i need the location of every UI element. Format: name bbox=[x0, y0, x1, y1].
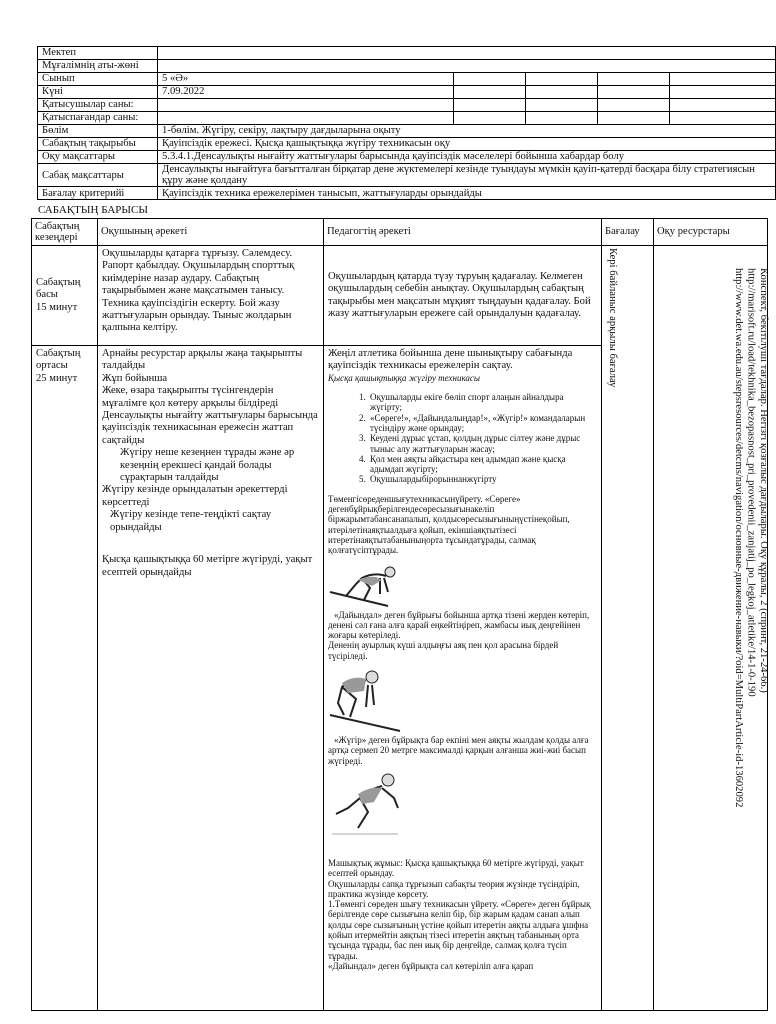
col-header-resources: Оқу ресурстары bbox=[654, 219, 768, 246]
student-actions-beginning: Оқушыларды қатарға тұрғызу. Сәлемдесу. Рапорт қабылдау. Оқушылардың спорттық киімдеріне назар аудару. Сабақтың тақырыбымен және мақсатымен танысу. Техника қауіпсіздігін ескерту. Бой жазу жаттығуларын орындау. Тыныс жолдарын қалпына келтіру. bbox=[98, 246, 324, 346]
teacher-paragraph: «Дайындал» деген бұйрығы бойынша артқа тізені жерден көтеріп, денені сәл ғана алға қарай еңкейтіңіреп, жамбасы иық деңгейінен жоғары көтеріледі. bbox=[328, 609, 590, 641]
teacher-step: 5. Оқушылардыбірорыннанжүгірту bbox=[368, 474, 597, 484]
student-line: Денсаулықты нығайту жаттығулары барысында қауіпсіздік техникасынан ережесін жаттап сақтайды bbox=[102, 410, 318, 446]
header-row-teacher bbox=[38, 60, 776, 73]
header-row-class bbox=[38, 73, 776, 86]
section-label: Бөлім bbox=[38, 125, 158, 138]
set-position-figure bbox=[328, 663, 402, 733]
header-row-lesson-objectives bbox=[38, 164, 776, 187]
student-line: Арнайы ресурстар арқылы жаңа тақырыпты талдайды bbox=[102, 348, 303, 372]
student-line: Жұп бойынша bbox=[102, 372, 168, 384]
resource-link[interactable]: http://marisoft.ru/load/tekhnika_bezopasnost_pri_provedenii_zanjatij_po_legkoj_atletike/14-1-0-190 bbox=[745, 268, 757, 697]
criteria-label: Бағалау критерийі bbox=[38, 187, 158, 200]
class-label: Сынып bbox=[38, 73, 158, 86]
student-line: Жүгіру кезінде тепе-теңдікті сақтау орындайды bbox=[110, 509, 272, 533]
stage-middle-line2: ортасы bbox=[36, 360, 68, 372]
school-value bbox=[158, 47, 776, 60]
lesson-progress-title: САБАҚТЫҢ БАРЫСЫ bbox=[38, 204, 148, 216]
resources-cell bbox=[654, 246, 768, 1011]
col-header-teacher: Педагогтің әрекеті bbox=[324, 219, 602, 246]
teacher-step: 2. «Сөреге!», «Дайындалыңдар!», «Жүгір!» командаларын түсіндіру және орындау; bbox=[368, 413, 597, 434]
header-row-topic bbox=[38, 138, 776, 151]
teacher-name-value bbox=[158, 60, 776, 73]
learning-objectives-label: Оқу мақсаттары bbox=[38, 151, 158, 164]
absent-count-label: Қатыспағандар саны: bbox=[38, 112, 158, 125]
lesson-header-table bbox=[37, 46, 776, 200]
teacher-subtitle: Қысқа қашықтыққа жүгіру техникасы bbox=[328, 372, 481, 383]
criteria-value: Қауіпсіздік техника ережелерімен танысып, жаттығуларды орындайды bbox=[158, 187, 776, 200]
header-row-section bbox=[38, 125, 776, 138]
student-line: Жүгіру неше кезеңнен тұрады және әр кезеңнің ерекшесі қандай болады сұрақтарын талдайды bbox=[120, 447, 295, 484]
class-value: 5 «Ә» bbox=[158, 73, 454, 86]
lesson-objectives-label: Сабақ мақсаттары bbox=[38, 164, 158, 187]
teacher-paragraph: Дененің ауырлық күші алдыңғы аяқ пен қол арасына бірдей түсіріледі. bbox=[328, 640, 559, 661]
teacher-paragraph: Машықтық жұмыс: Қысқа қашықтыққа 60 метірге жүгіруді, уақыт есептей орындау. bbox=[328, 857, 584, 879]
absent-count-value bbox=[158, 112, 454, 125]
student-line: Жеке, өзара тақырыпты түсінгендерін мұғалімге қол көтеру арқылы білдіреді bbox=[102, 385, 279, 409]
stage-middle-duration: 25 минут bbox=[36, 372, 78, 384]
resource-item: Конспект, бекітілуші тағдалар. Негізгі қозғалыс дағдылары. Оқу құралы, 2 (спринт, 21-24-66.) bbox=[758, 268, 769, 693]
header-row-present bbox=[38, 99, 776, 112]
teacher-paragraph: Төменгісөреденшығутехникасынүйрету. «Сөреге» дегенбұйрықберілгендесөресызығынакеліп біржарымтабансанапалып, қолдысөресызығыныңүстінеқойып, итерілетінаяқтыалдыға қойып, екіншіаяқтытізесі итеретінаяқтытабаныныңорта тұсындатұрады, салмақ қолғатүсіптұрады. bbox=[328, 493, 570, 556]
header-row-absent bbox=[38, 112, 776, 125]
present-count-label: Қатысушылар саны: bbox=[38, 99, 158, 112]
starting-position-figure bbox=[328, 558, 410, 608]
teacher-step: 1. Оқушыларды екіге бөліп спорт алаңын айналдыра жүгірту; bbox=[368, 392, 597, 413]
teacher-actions-middle bbox=[324, 346, 602, 1011]
col-header-assessment: Бағалау bbox=[602, 219, 654, 246]
stage-beginning-duration: 15 минут bbox=[36, 301, 78, 313]
header-row-criteria bbox=[38, 187, 776, 200]
sprint-start-figure bbox=[328, 768, 424, 844]
resource-link[interactable]: http://www.det.wa.edu.au/stepsresources/detcms/navigation/основные-движение-навыки/?oid=MultiPartArticle-id-13602092 bbox=[733, 268, 745, 808]
topic-value: Қауіпсіздік ережесі. Қысқа қашықтыққа жүгіру техникасын оқу bbox=[158, 138, 776, 151]
assessment-cell bbox=[602, 246, 654, 1011]
teacher-steps-list bbox=[328, 392, 597, 485]
assessment-text: Кері байланыс арқылы бағалау bbox=[607, 248, 618, 388]
date-value: 7.09.2022 bbox=[158, 86, 454, 99]
teacher-paragraph: 1.Төменгі сөреден шығу техникасын үйрету. «Сөреге» деген бұйрық берілгенде сөре сызығына келіп бір, бір жарым қадам санап алып қолды сөре сызығының үстіне қойып итеретін аяқты алдыға ұшфна қойып итермейтін аяқтың тізесі итеретін аяқтың табанының орта тұсында тұрады, бас пен иық бір деңгейде, салмақ қолға түсіп тұрады. bbox=[328, 899, 591, 961]
date-label: Күні bbox=[38, 86, 158, 99]
resources-text bbox=[732, 268, 769, 807]
teacher-paragraph: Оқушыларды сапқа тұрғызып сабақты теория жүзінде түсіндіріп, практика жүзінде көрсету. bbox=[328, 878, 580, 899]
student-line: Жүгіру кезінде орындалатын әрекеттерді көрсеттеді bbox=[102, 484, 288, 508]
teacher-paragraph: «Дайындал» деген бұйрықта сәл көтеріліп алға қарап bbox=[328, 960, 534, 971]
teacher-intro: Жеңіл атлетика бойынша дене шынықтыру сабағында қауіпсіздік техникасы ережелерін сақтау. bbox=[328, 348, 573, 372]
teacher-name-label: Мұғалімнің аты-жөні bbox=[38, 60, 158, 73]
section-value: 1-бөлім. Жүгіру, секіру, лақтыру дағдыларына оқыту bbox=[158, 125, 776, 138]
student-actions-middle bbox=[98, 346, 324, 1011]
learning-objectives-value: 5.3.4.1.Денсаулықты нығайту жаттығулары барысында қауіпсіздік мәселелері бойынша хабардар болу bbox=[158, 151, 776, 164]
school-label: Мектеп bbox=[38, 47, 158, 60]
teacher-step: 3. Кеудені дұрыс ұстап, қолдың дұрыс сілтеу және дұрыс тыныс алу жаттығуларын жасау; bbox=[368, 433, 597, 454]
lesson-progress-table bbox=[31, 218, 768, 1011]
student-line: Қысқа қашықтыққа 60 метірге жүгіруді, уақыт есептей орындайды bbox=[102, 554, 313, 578]
topic-label: Сабақтың тақырыбы bbox=[38, 138, 158, 151]
lesson-row-beginning bbox=[32, 246, 768, 346]
header-row-date bbox=[38, 86, 776, 99]
column-header-row bbox=[32, 219, 768, 246]
col-header-student: Оқушының әрекеті bbox=[98, 219, 324, 246]
stage-beginning bbox=[32, 246, 98, 346]
header-row-learning-objectives bbox=[38, 151, 776, 164]
teacher-step: 4. Қол мен аяқты айқастыра кең адымдап және қысқа адымдап жүгірту; bbox=[368, 454, 597, 475]
stage-middle-line1: Сабақтың bbox=[36, 348, 81, 359]
col-header-stage: Сабақтың кезеңдері bbox=[32, 219, 98, 246]
stage-beginning-line1: Сабақтың bbox=[36, 276, 81, 288]
header-row-school bbox=[38, 47, 776, 60]
lesson-objectives-value: Денсаулықты нығайтуға бағытталған бірқатар дене жүктемелері кезінде туындауы мүмкін қауіп-қатерді басқара білу стратегиясын құру және қолдану bbox=[158, 164, 776, 187]
teacher-paragraph: «Жүгір» деген бұйрықта бар екпіні мен аяқты жылдам қолды алға артқа сермеп 20 метрге максималді қарқын алғанша жиі-жиі басып жүгіреді. bbox=[328, 735, 589, 766]
stage-beginning-line2: басы bbox=[36, 289, 58, 301]
present-count-value bbox=[158, 99, 454, 112]
teacher-actions-beginning: Оқушылардың қатарда түзу тұруың қадағалау. Келмеген оқушылардың себебін анықтау. Оқушылардың сабақтың тақырыбы мен мақсатын мұқият тыңдауын қадағалау. Бой жазу жаттығуларын ережеге сай орындалуын қадағалау. bbox=[324, 246, 602, 346]
stage-middle bbox=[32, 346, 98, 1011]
